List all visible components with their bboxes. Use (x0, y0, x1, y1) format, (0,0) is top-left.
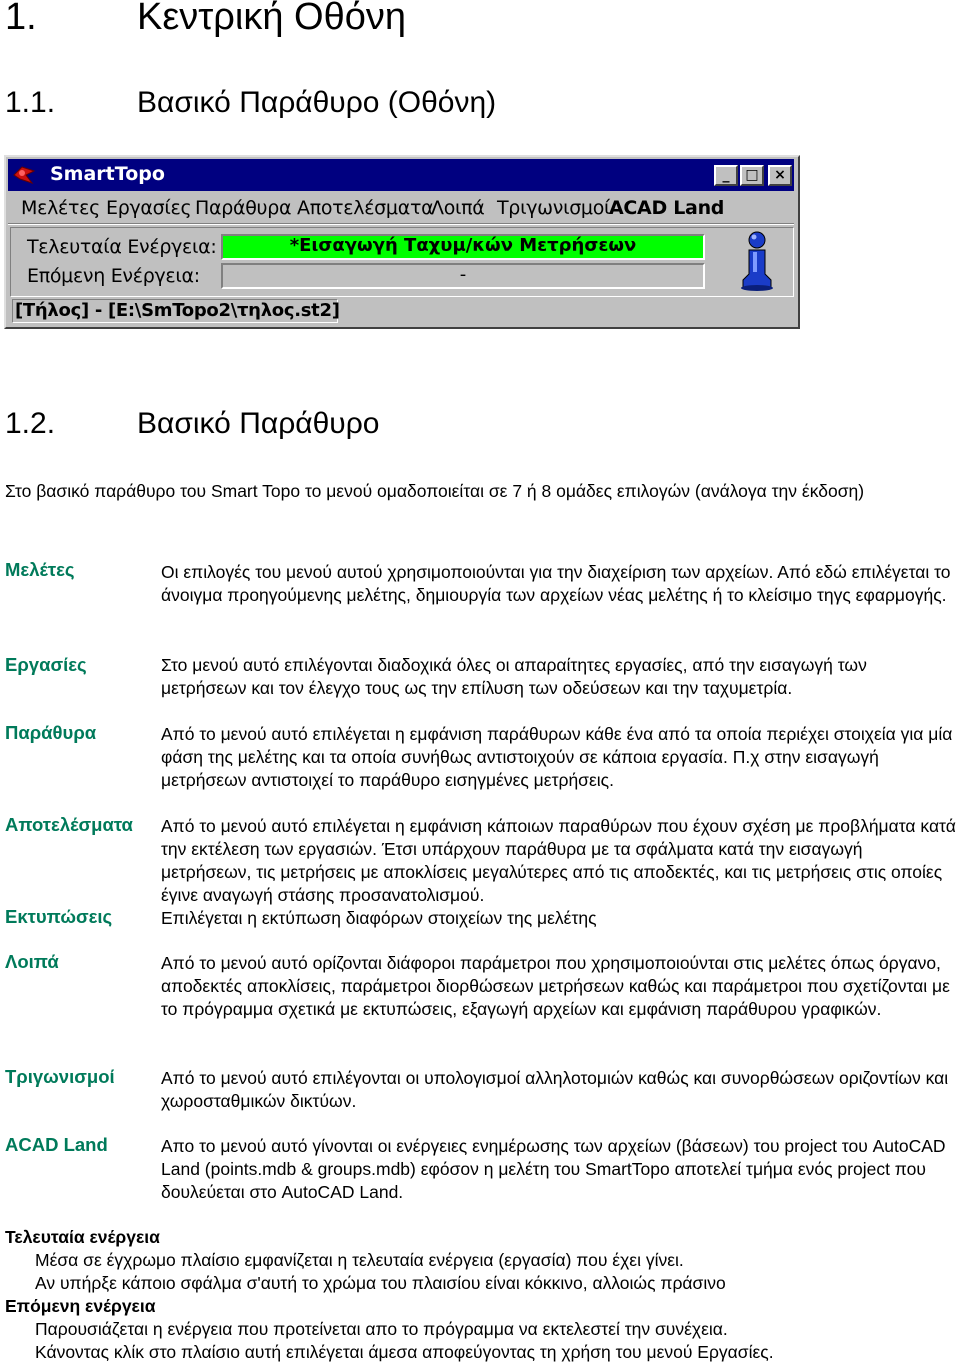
heading-1 (5, 0, 406, 39)
desc-ektyposeis: Επιλέγεται η εκτύπωση διαφόρων στοιχείων της μελέτης (161, 908, 597, 928)
heading-1-2-number: 1.2. (5, 407, 56, 440)
desc-apotelesmata: Από το μενού αυτό επιλέγεται η εμφάνιση κάποιων παραθύρων που έχουν σχέση με προβλήματα κατά την εκτέλεση των εργασιών. Έτσι υπάρχουν παράθυρα με τα σφάλματα κατά την εισαγωγή μετρήσεων, τις μετρήσεις με αποκλίσεις μεγαλύτερες από τις αποδεκτές, και τις μετρήσεις στις οποίες έγινε αναγωγή στάσης προσανατολισμού. (161, 816, 956, 905)
term-ergasies: Εργασίες (5, 654, 87, 675)
last-action-line-1: Μέσα σε έγχρωμο πλαίσιο εμφανίζεται η τελευταία ενέργεια (εργασία) που έχει γίνει. (35, 1250, 684, 1270)
desc-parathyra: Από το μενού αυτό επιλέγεται η εμφάνιση παράθυρων κάθε ένα από τα οποία περιέχει στοιχεία για μία φάση της μελέτης και τα οποία συνήθως αντιστοιχούν σε κάποια εργασία. Π.χ στην εισαγωγή μετρήσεων αντιστοιχεί το παράθυρο εισηγμένες μετρήσεις. (161, 724, 953, 790)
window-titlebar[interactable] (8, 159, 794, 191)
desc-trigonismoi: Από το μενού αυτό επιλέγονται οι υπολογισμοί αλληλοτομιών καθώς και συνορθώσεων οριζοντίων και χωροσταθμικών δικτύων. (161, 1068, 949, 1111)
term-ektyposeis: Εκτυπώσεις (5, 906, 113, 927)
term-meletes: Μελέτες (5, 559, 75, 580)
last-action-title: Τελευταία ενέργεια (5, 1227, 160, 1247)
heading-1-1-text: Βασικό Παράθυρο (Οθόνη) (137, 86, 497, 119)
close-button[interactable]: × (768, 165, 792, 186)
heading-1-1-number: 1.1. (5, 86, 56, 119)
heading-1-2 (5, 407, 379, 441)
menu-separator (8, 223, 794, 225)
menu-parathyra[interactable]: Παράθυρα (195, 197, 292, 219)
heading-1-1 (5, 86, 496, 120)
info-person-icon[interactable] (735, 230, 779, 292)
smarttopo-main-window (4, 155, 800, 329)
desc-loipa: Από το μενού αυτό ορίζονται διάφοροι παράμετροι που χρησιμοποιούνται στις μελέτες όπως όργανο, αποδεκτές αποκλίσεις, παράμετροι διορθώσεων μετρήσεων καθώς και παράμετροι που σχετίζονται με το πρόγραμμα σχετικά με εκτυπώσεις, εξαγωγή αρχείων και εμφάνιση παράθυρου γραφικών. (161, 953, 950, 1019)
menu-apotelesmata[interactable]: Αποτελέσματα (297, 197, 434, 219)
status-bar: [Τήλος] - [E:\SmTopo2\τηλος.st2] (12, 299, 338, 323)
desc-ergasies: Στο μενού αυτό επιλέγονται διαδοχικά όλες οι απαραίτητες εργασίες, από την εισαγωγή των μετρήσεων και τον έλεγχο τους ως την επίλυση των οδεύσεων και την ταχυμετρία. (161, 655, 867, 698)
next-action-field[interactable]: - (221, 263, 705, 289)
term-acad-land: ACAD Land (5, 1134, 108, 1155)
heading-1-2-text: Βασικό Παράθυρο (137, 407, 380, 440)
menu-trigonismoi[interactable]: Τριγωνισμοί (497, 197, 611, 219)
next-action-label: Επόμενη Ενέργεια: (27, 265, 200, 287)
menu-meletes[interactable]: Μελέτες (21, 197, 100, 219)
desc-meletes: Οι επιλογές του μενού αυτού χρησιμοποιούνται για την διαχείριση των αρχείων. Από εδώ επιλέγεται το άνοιγμα προηγούμενης μελέτης, δημιουργία των αρχείων νέας μελέτης ή το κλείσιμο τηγς εφαρμογής. (161, 562, 951, 605)
menu-bar (8, 193, 794, 223)
next-action-title: Επόμενη ενέργεια (5, 1296, 156, 1316)
last-action-label: Τελευταία Ενέργεια: (27, 236, 217, 258)
next-action-line-2: Κάνοντας κλίκ στο πλαίσιο αυτή επιλέγεται άμεσα αποφεύγοντας τη χρήση του μενού Εργασίες. (35, 1342, 774, 1362)
app-icon (12, 163, 38, 187)
last-action-line-2: Αν υπήρξε κάποιο σφάλμα σ'αυτή το χρώμα του πλαισίου είναι κόκκινο, αλλοιώς πράσινο (35, 1273, 726, 1293)
actions-panel (10, 227, 794, 297)
intro-paragraph: Στο βασικό παράθυρο του Smart Topo το μενού ομαδοποιείται σε 7 ή 8 ομάδες επιλογών (ανάλογα την έκδοση) (5, 481, 865, 501)
term-loipa: Λοιπά (5, 951, 59, 972)
term-apotelesmata: Αποτελέσματα (5, 814, 133, 835)
term-parathyra: Παράθυρα (5, 722, 97, 743)
heading-1-number: 1. (5, 0, 37, 38)
menu-ergasies[interactable]: Εργασίες (106, 197, 192, 219)
minimize-button[interactable]: _ (714, 165, 738, 186)
heading-1-text: Κεντρική Οθόνη (137, 0, 407, 38)
menu-acad-land[interactable]: ACAD Land (609, 197, 725, 219)
menu-loipa[interactable]: Λοιπά (431, 197, 485, 219)
maximize-button[interactable]: □ (740, 165, 764, 186)
desc-acad-land: Απο το μενού αυτό γίνονται οι ενέργειες ενημέρωσης των αρχείων (βάσεων) του project του AutoCAD Land (points.mdb & groups.mdb) εφόσον η μελέτη του SmartTopo αποτελεί τμήμα ενός project που δουλεύεται στο AutoCAD Land. (161, 1136, 946, 1202)
next-action-line-1: Παρουσιάζεται η ενέργεια που προτείνεται απο το πρόγραμμα να εκτελεστεί την συνέχεια. (35, 1319, 728, 1339)
term-trigonismoi: Τριγωνισμοί (5, 1066, 115, 1087)
window-title: SmartTopo (50, 163, 165, 185)
last-action-field[interactable]: *Εισαγωγή Ταχυμ/κών Μετρήσεων (221, 234, 705, 260)
